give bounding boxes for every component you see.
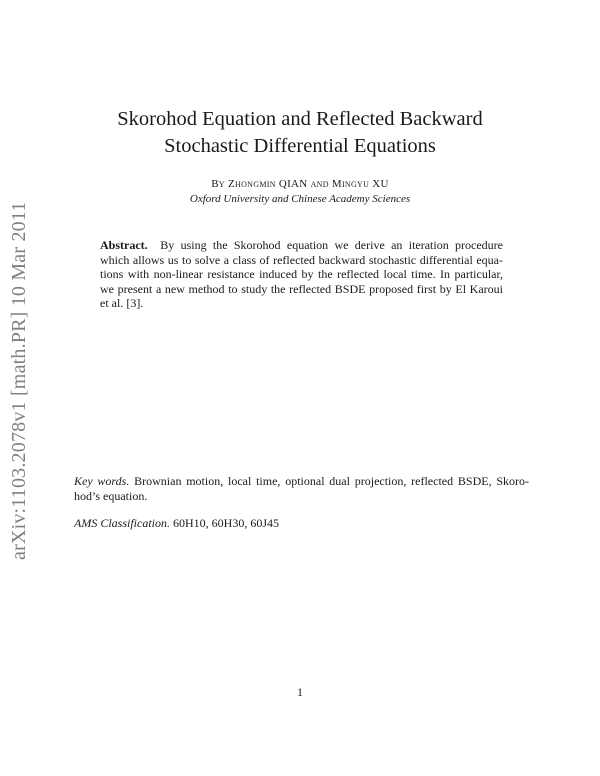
abstract-line: By using the Skorohod equation we derive an iteration procedure bbox=[160, 238, 503, 252]
abstract-label: Abstract. bbox=[100, 238, 148, 252]
keywords-line: hod’s equation. bbox=[74, 488, 148, 503]
page-number: 1 bbox=[297, 685, 303, 699]
keywords-line: Brownian motion, local time, optional dual projection, reflected BSDE, Skoro- bbox=[134, 474, 530, 488]
title-line: Skorohod Equation and Reflected Backward bbox=[117, 108, 483, 130]
title-line: Stochastic Differential Equations bbox=[164, 135, 436, 157]
ams-label: AMS Classification. bbox=[74, 516, 170, 530]
ams-classification bbox=[74, 516, 279, 531]
keywords bbox=[74, 474, 529, 503]
abstract-line: tions with non-linear resistance induced by the reflected local time. In particular, bbox=[100, 267, 503, 281]
affiliation: Oxford University and Chinese Academy Sciences bbox=[189, 193, 411, 205]
abstract-line: which allows us to solve a class of reflected backward stochastic differential equa- bbox=[100, 252, 503, 267]
arxiv-stamp: arXiv:1103.2078v1 [math.PR] 10 Mar 2011 bbox=[8, 201, 30, 560]
author-line: By Zhongmin QIAN and Mingyu XU bbox=[211, 178, 389, 190]
ams-value: 60H10, 60H30, 60J45 bbox=[173, 516, 280, 530]
abstract bbox=[100, 238, 503, 311]
paper-title bbox=[0, 106, 600, 160]
abstract-line: et al. [3]. bbox=[100, 296, 144, 310]
keywords-label: Key words. bbox=[74, 474, 130, 488]
abstract-line: we present a new method to study the reflected BSDE proposed first by El Karoui bbox=[100, 281, 503, 296]
